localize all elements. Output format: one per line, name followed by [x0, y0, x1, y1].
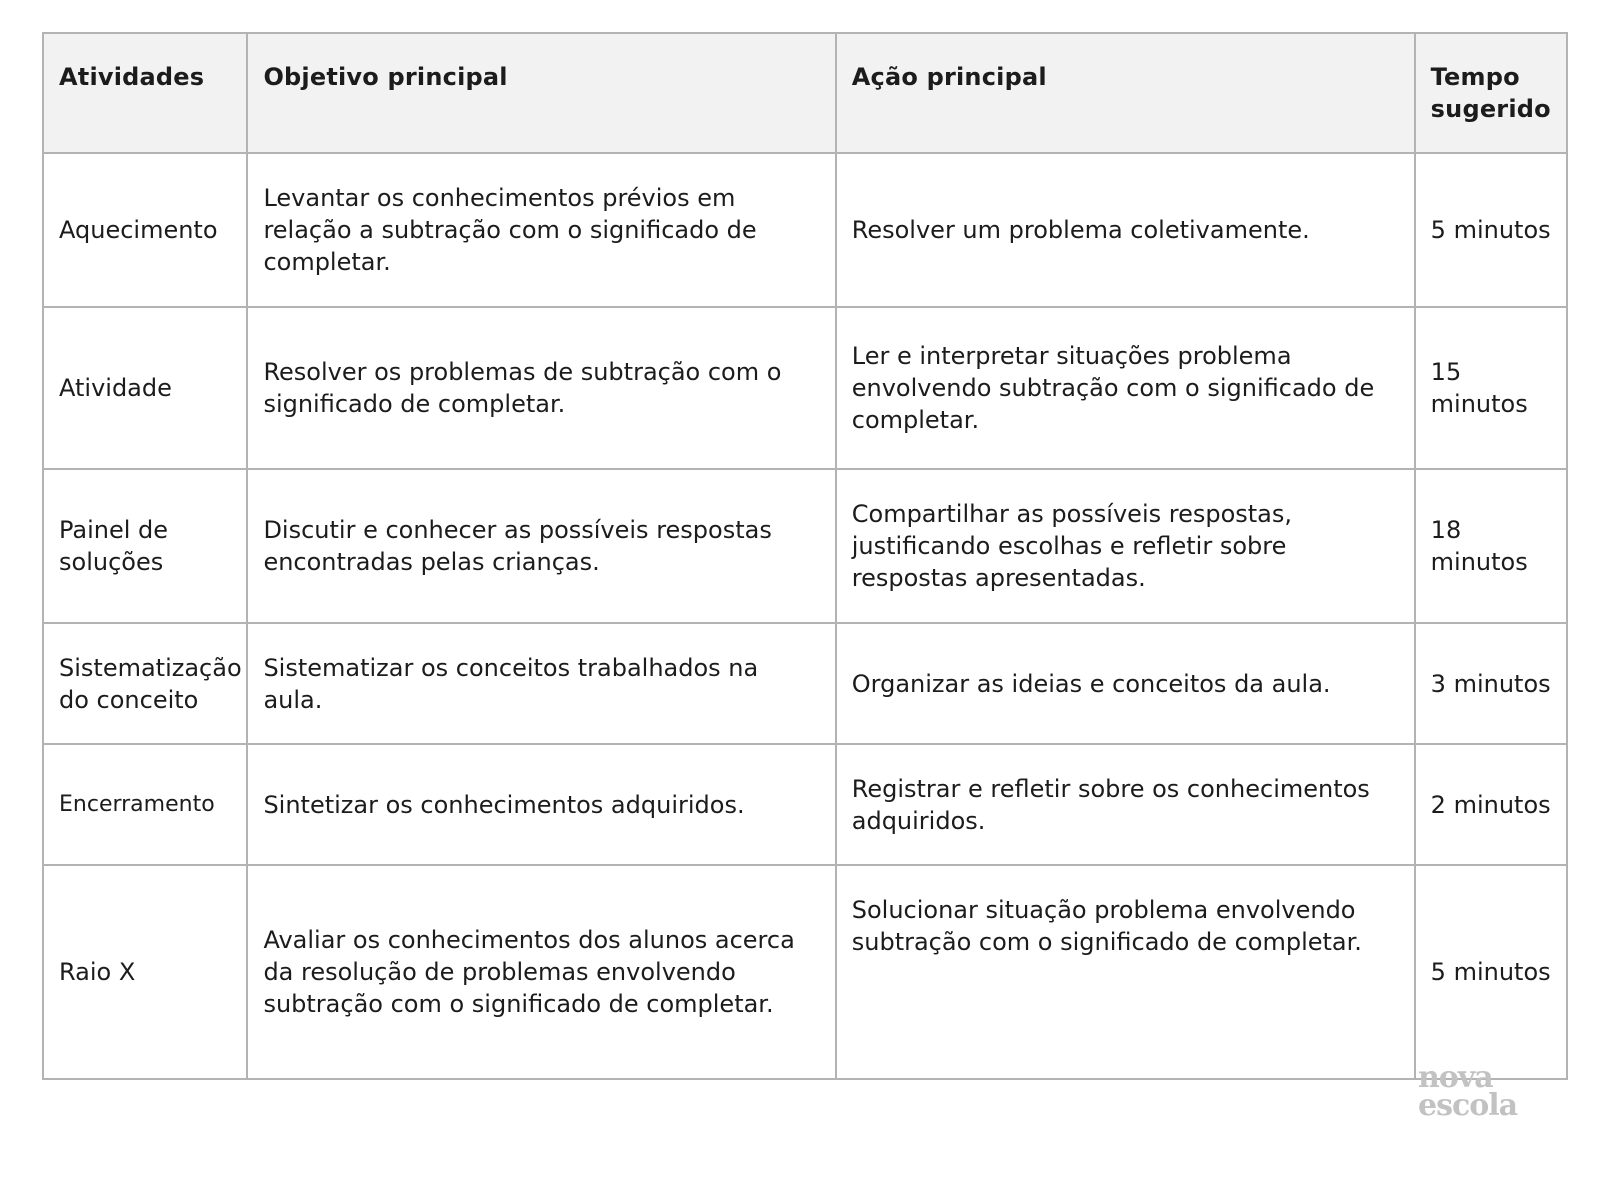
cell-tempo: 2 minutos — [1415, 744, 1567, 865]
header-tempo: Tempo sugerido — [1415, 33, 1567, 153]
cell-tempo: 3 minutos — [1415, 623, 1567, 744]
table-row — [43, 307, 1567, 469]
cell-acao: Registrar e refletir sobre os conhecimentos adquiridos. — [836, 744, 1415, 865]
logo-line-1: nova — [1418, 1060, 1493, 1095]
table-row — [43, 623, 1567, 744]
table-row — [43, 865, 1567, 1079]
cell-objetivo: Discutir e conhecer as possíveis respostas encontradas pelas crianças. — [247, 469, 835, 623]
cell-atividade: Painel de soluções — [43, 469, 247, 623]
table-row — [43, 469, 1567, 623]
cell-objetivo: Avaliar os conhecimentos dos alunos acerca da resolução de problemas envolvendo subtração com o significado de completar. — [247, 865, 835, 1079]
cell-tempo: 15 minutos — [1415, 307, 1567, 469]
header-acao: Ação principal — [836, 33, 1415, 153]
table-body — [43, 153, 1567, 1079]
cell-acao: Ler e interpretar situações problema envolvendo subtração com o significado de completar. — [836, 307, 1415, 469]
cell-objetivo: Sistematizar os conceitos trabalhados na aula. — [247, 623, 835, 744]
cell-tempo: 5 minutos — [1415, 865, 1567, 1079]
header-row — [43, 33, 1567, 153]
cell-atividade: Aquecimento — [43, 153, 247, 307]
cell-objetivo: Resolver os problemas de subtração com o significado de completar. — [247, 307, 835, 469]
cell-acao: Resolver um problema coletivamente. — [836, 153, 1415, 307]
cell-acao: Compartilhar as possíveis respostas, justificando escolhas e refletir sobre respostas apresentadas. — [836, 469, 1415, 623]
cell-tempo: 5 minutos — [1415, 153, 1567, 307]
cell-atividade: Raio X — [43, 865, 247, 1079]
table-header — [43, 33, 1567, 153]
cell-objetivo: Sintetizar os conhecimentos adquiridos. — [247, 744, 835, 865]
cell-tempo: 18 minutos — [1415, 469, 1567, 623]
logo-line-2: escola — [1418, 1088, 1518, 1123]
cell-acao: Organizar as ideias e conceitos da aula. — [836, 623, 1415, 744]
cell-atividade: Sistematização do conceito — [43, 623, 247, 744]
nova-escola-logo — [1418, 1060, 1518, 1123]
table-row — [43, 153, 1567, 307]
cell-objetivo: Levantar os conhecimentos prévios em relação a subtração com o significado de completar. — [247, 153, 835, 307]
cell-acao: Solucionar situação problema envolvendo subtração com o significado de completar. — [836, 865, 1415, 1079]
cell-atividade: Encerramento — [43, 744, 247, 865]
lesson-plan-table — [42, 32, 1568, 1080]
cell-atividade: Atividade — [43, 307, 247, 469]
header-objetivo: Objetivo principal — [247, 33, 835, 153]
header-atividades: Atividades — [43, 33, 247, 153]
table-row — [43, 744, 1567, 865]
